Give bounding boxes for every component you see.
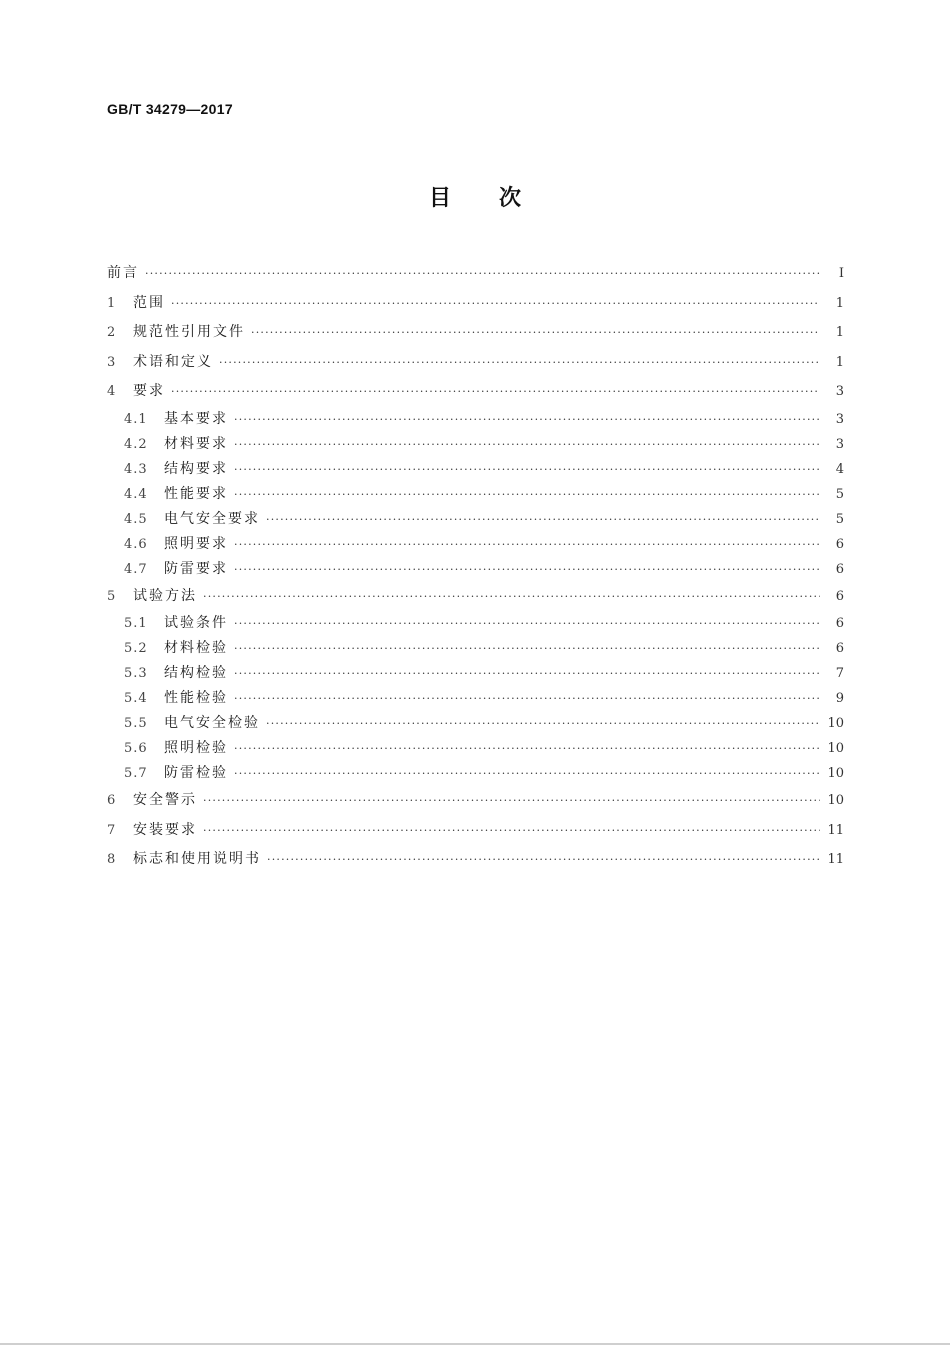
toc-entry[interactable] bbox=[107, 636, 844, 661]
toc-entry-number: 5.4 bbox=[124, 691, 148, 706]
toc-entry[interactable] bbox=[107, 432, 844, 457]
toc-entry-label: 安装要求 bbox=[133, 821, 197, 838]
dot-leader bbox=[234, 611, 820, 636]
toc-entry[interactable] bbox=[107, 845, 844, 875]
toc-entry-label: 要求 bbox=[133, 383, 165, 399]
dot-leader bbox=[234, 482, 820, 507]
toc-entry-page: 10 bbox=[827, 716, 844, 731]
toc-entry-page: 11 bbox=[827, 852, 844, 867]
toc-entry-label: 规范性引用文件 bbox=[133, 324, 245, 340]
toc-entry-page: 6 bbox=[835, 561, 844, 577]
dot-leader bbox=[171, 289, 820, 319]
toc-entry-number: 3 bbox=[107, 354, 117, 370]
toc-entry-label: 电气安全要求 bbox=[164, 510, 260, 527]
toc-entry[interactable] bbox=[107, 289, 844, 319]
toc-entry-page: 6 bbox=[835, 641, 844, 656]
toc-entry-page: 1 bbox=[835, 354, 844, 370]
toc-entry[interactable] bbox=[107, 816, 844, 846]
toc-entry-page: 1 bbox=[835, 325, 844, 340]
toc-entry-number: 4.7 bbox=[124, 561, 148, 577]
toc-entry-label: 标志和使用说明书 bbox=[133, 851, 261, 867]
toc-entry[interactable] bbox=[107, 786, 844, 816]
toc-entry-number: 5.7 bbox=[124, 766, 148, 781]
toc-entry-label: 术语和定义 bbox=[133, 353, 213, 370]
dot-leader bbox=[234, 636, 820, 661]
toc-entry[interactable] bbox=[107, 711, 844, 736]
toc-entry-label: 安全警示 bbox=[133, 792, 197, 808]
dot-leader bbox=[203, 786, 820, 816]
toc-entry-number: 4.2 bbox=[124, 436, 148, 452]
dot-leader bbox=[171, 377, 820, 407]
toc-entry[interactable] bbox=[107, 457, 844, 482]
toc-entry-number: 4.6 bbox=[124, 536, 148, 552]
dot-leader bbox=[267, 845, 820, 875]
toc-entry-label: 照明检验 bbox=[164, 740, 228, 756]
toc-entry[interactable] bbox=[107, 407, 844, 432]
toc-entry-page: 6 bbox=[835, 536, 844, 552]
toc-entry-page: 3 bbox=[835, 384, 844, 399]
toc-entry-number: 4.4 bbox=[124, 486, 148, 502]
toc-entry-label: 范围 bbox=[133, 294, 165, 311]
standard-code: GB/T 34279—2017 bbox=[107, 101, 233, 117]
dot-leader bbox=[266, 507, 820, 532]
toc-entry-page: 11 bbox=[827, 822, 844, 838]
toc-entry-label: 材料要求 bbox=[164, 435, 228, 452]
toc-entry-page: 4 bbox=[835, 461, 844, 477]
toc-entry-label: 性能要求 bbox=[164, 485, 228, 502]
toc-entry-page: 9 bbox=[835, 691, 844, 706]
page-title: 目次 bbox=[428, 186, 569, 211]
toc-entry-page: 10 bbox=[827, 793, 844, 808]
toc-entry-page: 5 bbox=[835, 486, 844, 502]
toc-entry-page: 7 bbox=[835, 666, 844, 681]
toc-entry-page: 6 bbox=[835, 588, 844, 604]
toc-entry-number: 4.1 bbox=[124, 411, 148, 427]
toc-entry-label: 结构要求 bbox=[164, 460, 228, 477]
toc-entry-label: 防雷要求 bbox=[164, 560, 228, 577]
toc-entry[interactable] bbox=[107, 532, 844, 557]
toc-entry-label: 防雷检验 bbox=[164, 765, 228, 781]
toc-entry[interactable] bbox=[107, 507, 844, 532]
toc-entry-label: 电气安全检验 bbox=[164, 715, 260, 731]
toc-entry-number: 5 bbox=[107, 588, 117, 604]
toc-entry-page: 3 bbox=[835, 411, 844, 427]
dot-leader bbox=[219, 348, 820, 378]
toc-entry[interactable] bbox=[107, 661, 844, 686]
dot-leader bbox=[203, 816, 820, 846]
dot-leader bbox=[234, 557, 820, 582]
toc-entry-number: 6 bbox=[107, 793, 117, 808]
toc-entry-page: 5 bbox=[835, 511, 844, 527]
dot-leader bbox=[203, 582, 820, 612]
dot-leader bbox=[234, 686, 820, 711]
toc-entry[interactable] bbox=[107, 557, 844, 582]
toc-entry-label: 前言 bbox=[107, 265, 139, 281]
dot-leader bbox=[234, 736, 820, 761]
toc-entry-number: 4.5 bbox=[124, 511, 148, 527]
toc-entry-label: 材料检验 bbox=[164, 640, 228, 656]
toc-entry-label: 基本要求 bbox=[164, 410, 228, 427]
toc-entry-label: 照明要求 bbox=[164, 535, 228, 552]
toc-entry-number: 8 bbox=[107, 852, 117, 867]
toc-entry[interactable] bbox=[107, 582, 844, 612]
toc-entry-number: 2 bbox=[107, 325, 117, 340]
toc-entry[interactable] bbox=[107, 482, 844, 507]
dot-leader bbox=[234, 432, 820, 457]
dot-leader bbox=[234, 457, 820, 482]
toc-entry-number: 5.1 bbox=[124, 616, 148, 631]
dot-leader bbox=[251, 318, 820, 348]
toc-entry-number: 1 bbox=[107, 295, 117, 311]
dot-leader bbox=[266, 711, 820, 736]
toc-entry-page: 1 bbox=[835, 295, 844, 311]
toc-entry[interactable] bbox=[107, 686, 844, 711]
toc-entry-label: 结构检验 bbox=[164, 665, 228, 681]
toc-entry-number: 5.2 bbox=[124, 641, 148, 656]
toc-entry-page: Ⅰ bbox=[838, 266, 844, 281]
dot-leader bbox=[145, 259, 820, 289]
toc-entry-number: 7 bbox=[107, 822, 117, 838]
dot-leader bbox=[234, 532, 820, 557]
toc-entry[interactable] bbox=[107, 736, 844, 761]
toc-entry[interactable] bbox=[107, 611, 844, 636]
toc-entry-label: 试验方法 bbox=[133, 587, 197, 604]
toc-entry-page: 6 bbox=[835, 616, 844, 631]
toc-entry-label: 试验条件 bbox=[164, 615, 228, 631]
toc-entry-page: 3 bbox=[835, 436, 844, 452]
toc-entry[interactable] bbox=[107, 318, 844, 348]
toc-entry-page: 10 bbox=[827, 741, 844, 756]
toc-entry-number: 5.6 bbox=[124, 741, 148, 756]
toc-entry[interactable] bbox=[107, 259, 844, 289]
dot-leader bbox=[234, 661, 820, 686]
toc-entry-number: 5.3 bbox=[124, 666, 148, 681]
table-of-contents bbox=[107, 259, 844, 875]
toc-entry-page: 10 bbox=[827, 766, 844, 781]
toc-entry-number: 4 bbox=[107, 384, 117, 399]
toc-entry[interactable] bbox=[107, 377, 844, 407]
toc-entry-number: 4.3 bbox=[124, 461, 148, 477]
dot-leader bbox=[234, 761, 820, 786]
toc-entry[interactable] bbox=[107, 761, 844, 786]
toc-entry[interactable] bbox=[107, 348, 844, 378]
toc-entry-label: 性能检验 bbox=[164, 690, 228, 706]
dot-leader bbox=[234, 407, 820, 432]
toc-entry-number: 5.5 bbox=[124, 716, 148, 731]
